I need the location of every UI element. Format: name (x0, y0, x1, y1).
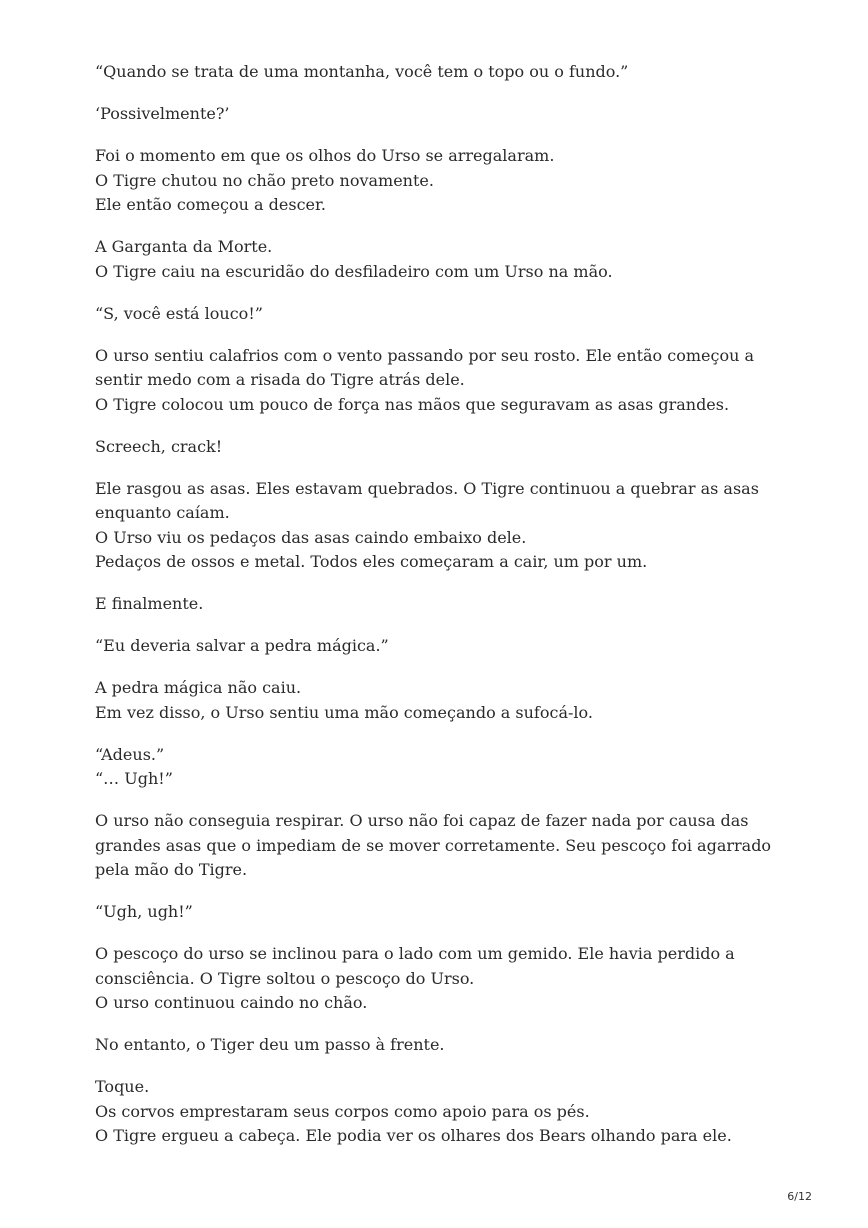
page-number: 6/12 (787, 1190, 812, 1203)
paragraph (95, 942, 785, 1016)
text-line: E finalmente. (95, 594, 204, 613)
text-line: ‘Possivelmente?’ (95, 104, 230, 123)
text-line: Ele rasgou as asas. Eles estavam quebrados. O Tigre continuou a quebrar as asas enquanto caíam. (95, 478, 759, 522)
text-line: A Garganta da Morte. (95, 237, 273, 256)
document-body (95, 60, 785, 1166)
paragraph (95, 900, 785, 925)
text-line: Toque. (95, 1077, 150, 1096)
paragraph (95, 592, 785, 617)
paragraph (95, 743, 785, 792)
paragraph (95, 435, 785, 460)
text-line: “… Ugh!” (95, 769, 173, 788)
paragraph (95, 102, 785, 127)
paragraph (95, 1075, 785, 1149)
text-line: O Urso viu os pedaços das asas caindo embaixo dele. (95, 527, 527, 547)
paragraph (95, 634, 785, 659)
text-line: O urso não conseguia respirar. O urso não foi capaz de fazer nada por causa das grandes asas que o impediam de se mover corretamente. Seu pescoço foi agarrado pela mão do Tigre. (95, 811, 772, 879)
text-line: Os corvos emprestaram seus corpos como apoio para os pés. (95, 1101, 590, 1121)
paragraph (95, 144, 785, 218)
text-line: Pedaços de ossos e metal. Todos eles começaram a cair, um por um. (95, 552, 648, 571)
paragraph (95, 60, 785, 85)
paragraph (95, 676, 785, 725)
text-line: O urso sentiu calafrios com o vento passando por seu rosto. Ele então começou a sentir medo com a risada do Tigre atrás dele. (95, 345, 755, 389)
text-line: O Tigre ergueu a cabeça. Ele podia ver os olhares dos Bears olhando para ele. (95, 1126, 732, 1145)
text-line: O Tigre chutou no chão preto novamente. (95, 170, 434, 190)
paragraph (95, 235, 785, 284)
paragraph (95, 809, 785, 883)
text-line: Em vez disso, o Urso sentiu uma mão começando a sufocá-lo. (95, 702, 593, 722)
text-line: “Adeus.” (95, 744, 165, 764)
text-line: A pedra mágica não caiu. (95, 678, 302, 697)
text-line: “Quando se trata de uma montanha, você tem o topo ou o fundo.” (95, 62, 629, 81)
paragraph (95, 302, 785, 327)
text-line: O urso continuou caindo no chão. (95, 993, 368, 1012)
text-line: No entanto, o Tiger deu um passo à frente. (95, 1035, 445, 1054)
text-line: “Eu deveria salvar a pedra mágica.” (95, 636, 389, 655)
text-line: Foi o momento em que os olhos do Urso se arregalaram. (95, 146, 555, 165)
text-line: Screech, crack! (95, 436, 223, 456)
paragraph (95, 477, 785, 575)
text-line: O Tigre colocou um pouco de força nas mãos que seguravam as asas grandes. (95, 394, 730, 414)
text-line: “Ugh, ugh!” (95, 902, 193, 921)
paragraph (95, 344, 785, 418)
text-line: O pescoço do urso se inclinou para o lado com um gemido. Ele havia perdido a consciência. O Tigre soltou o pescoço do Urso. (95, 944, 735, 988)
paragraph (95, 1033, 785, 1058)
text-line: Ele então começou a descer. (95, 195, 326, 214)
text-line: “S, você está louco!” (95, 303, 263, 323)
text-line: O Tigre caiu na escuridão do desfiladeiro com um Urso na mão. (95, 261, 613, 281)
